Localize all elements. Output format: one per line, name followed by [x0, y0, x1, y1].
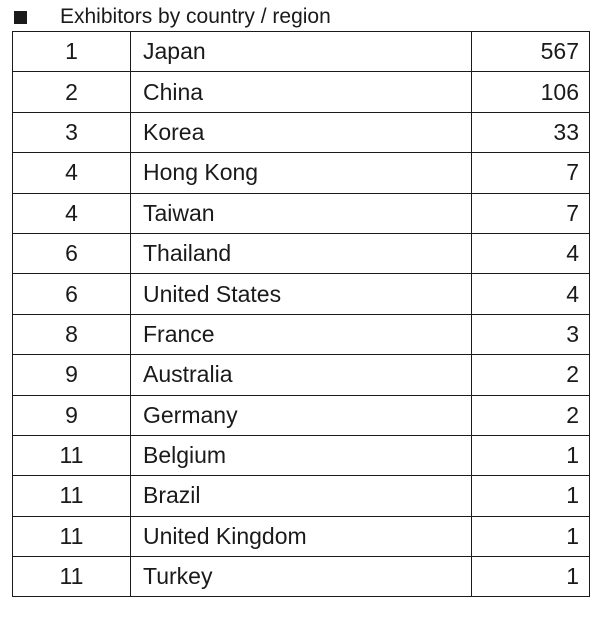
rank-cell: 9 [13, 355, 131, 395]
rank-cell: 11 [13, 476, 131, 516]
count-cell: 2 [472, 395, 590, 435]
square-bullet-icon [14, 11, 27, 24]
table-row [13, 274, 590, 314]
rank-cell: 8 [13, 314, 131, 354]
table-row [13, 314, 590, 354]
rank-cell: 11 [13, 516, 131, 556]
rank-cell: 6 [13, 274, 131, 314]
heading-text: Exhibitors by country / region [60, 5, 331, 28]
country-cell: Thailand [131, 233, 472, 273]
section-heading [12, 4, 331, 30]
table-row [13, 32, 590, 72]
country-cell: Brazil [131, 476, 472, 516]
country-cell: Taiwan [131, 193, 472, 233]
rank-cell: 6 [13, 233, 131, 273]
country-cell: United States [131, 274, 472, 314]
count-cell: 4 [472, 233, 590, 273]
count-cell: 7 [472, 193, 590, 233]
table-row [13, 193, 590, 233]
table-row [13, 233, 590, 273]
count-cell: 1 [472, 476, 590, 516]
count-cell: 4 [472, 274, 590, 314]
rank-cell: 11 [13, 435, 131, 475]
rank-cell: 4 [13, 193, 131, 233]
count-cell: 3 [472, 314, 590, 354]
count-cell: 2 [472, 355, 590, 395]
country-cell: China [131, 72, 472, 112]
count-cell: 1 [472, 557, 590, 597]
table-row [13, 153, 590, 193]
rank-cell: 11 [13, 557, 131, 597]
count-cell: 1 [472, 435, 590, 475]
rank-cell: 2 [13, 72, 131, 112]
country-cell: Hong Kong [131, 153, 472, 193]
rank-cell: 4 [13, 153, 131, 193]
table-row [13, 72, 590, 112]
country-cell: Korea [131, 112, 472, 152]
country-cell: Australia [131, 355, 472, 395]
country-cell: Turkey [131, 557, 472, 597]
table-row [13, 355, 590, 395]
table-row [13, 516, 590, 556]
country-cell: Japan [131, 32, 472, 72]
count-cell: 7 [472, 153, 590, 193]
country-cell: Germany [131, 395, 472, 435]
country-cell: France [131, 314, 472, 354]
count-cell: 106 [472, 72, 590, 112]
table-row [13, 435, 590, 475]
table-row [13, 112, 590, 152]
table-body [13, 32, 590, 597]
exhibitors-table [12, 31, 590, 597]
rank-cell: 3 [13, 112, 131, 152]
table-row [13, 395, 590, 435]
count-cell: 1 [472, 516, 590, 556]
table-row [13, 557, 590, 597]
country-cell: Belgium [131, 435, 472, 475]
country-cell: United Kingdom [131, 516, 472, 556]
rank-cell: 1 [13, 32, 131, 72]
table-row [13, 476, 590, 516]
count-cell: 567 [472, 32, 590, 72]
rank-cell: 9 [13, 395, 131, 435]
count-cell: 33 [472, 112, 590, 152]
